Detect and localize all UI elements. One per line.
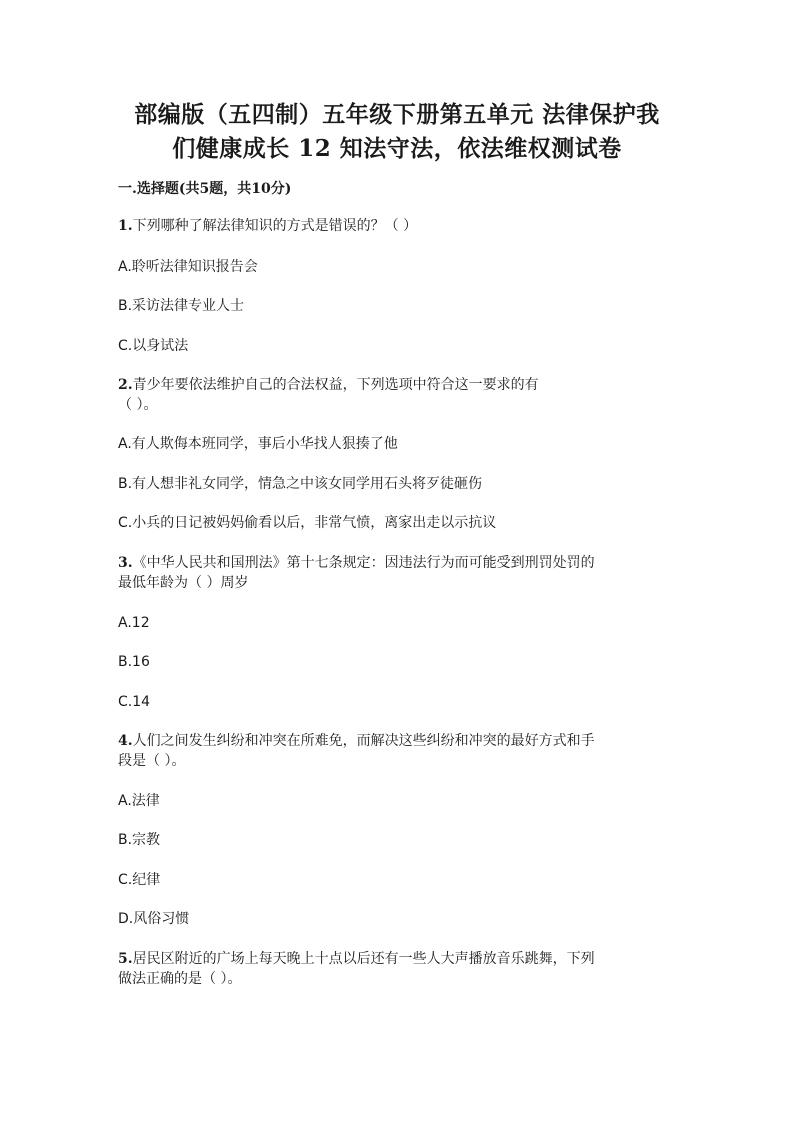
question-4-stem-line-2: 段是（ ）。	[118, 753, 186, 769]
question-5-text-1: 居民区附近的广场上每天晚上十点以后还有一些人大声播放音乐跳舞，下列	[132, 951, 595, 967]
question-2-number: 2.	[118, 377, 133, 393]
question-2-option-a: A.有人欺侮本班同学，事后小华找人狠揍了他	[118, 436, 398, 452]
question-1-option-a: A.聆听法律知识报告会	[118, 259, 258, 275]
question-1-text: 下列哪种了解法律知识的方式是错误的？（ ）	[132, 218, 418, 234]
question-5-stem-line-2: 做法正确的是（ ）。	[118, 971, 242, 987]
question-4-option-a: A.法律	[118, 793, 160, 809]
question-1-option-c: C.以身试法	[118, 338, 189, 354]
question-3-text-1: 《中华人民共和国刑法》第十七条规定：因违法行为而可能受到刑罚处罚的	[132, 555, 595, 571]
question-2-option-b: B.有人想非礼女同学，情急之中该女同学用石头将歹徒砸伤	[118, 476, 483, 492]
question-4-option-c: C.纪律	[118, 872, 161, 888]
question-2-option-c: C.小兵的日记被妈妈偷看以后，非常气愤，离家出走以示抗议	[118, 515, 497, 531]
question-4-number: 4.	[118, 733, 133, 749]
question-3-option-a: A.12	[118, 615, 150, 631]
question-4-stem-line-1	[118, 731, 678, 751]
section-heading: 一.选择题(共5题，共10分)	[118, 181, 292, 197]
question-4-option-d: D.风俗习惯	[118, 911, 190, 927]
question-1-number: 1.	[118, 218, 133, 234]
question-3-stem-line-1	[118, 553, 678, 573]
question-5-stem-line-1	[118, 949, 678, 969]
exam-title-line-2: 们健康成长 12 知法守法，依法维权测试卷	[172, 135, 622, 162]
question-4-option-b: B.宗教	[118, 832, 161, 848]
exam-title-line-1: 部编版（五四制）五年级下册第五单元 法律保护我	[134, 101, 660, 128]
question-2-stem-line-2: （ ）。	[118, 397, 158, 413]
question-3-option-c: C.14	[118, 694, 151, 710]
question-1-stem	[118, 216, 678, 236]
question-1-option-b: B.采访法律专业人士	[118, 298, 245, 314]
question-4-text-1: 人们之间发生纠纷和冲突在所难免，而解决这些纠纷和冲突的最好方式和手	[132, 733, 595, 749]
question-3-option-b: B.16	[118, 654, 150, 670]
question-5-number: 5.	[118, 951, 133, 967]
question-2-stem-line-1	[118, 375, 678, 395]
question-3-stem-line-2: 最低年龄为（ ）周岁	[118, 575, 249, 591]
question-2-text-1: 青少年要依法维护自己的合法权益，下列选项中符合这一要求的有	[132, 377, 539, 393]
question-3-number: 3.	[118, 555, 133, 571]
